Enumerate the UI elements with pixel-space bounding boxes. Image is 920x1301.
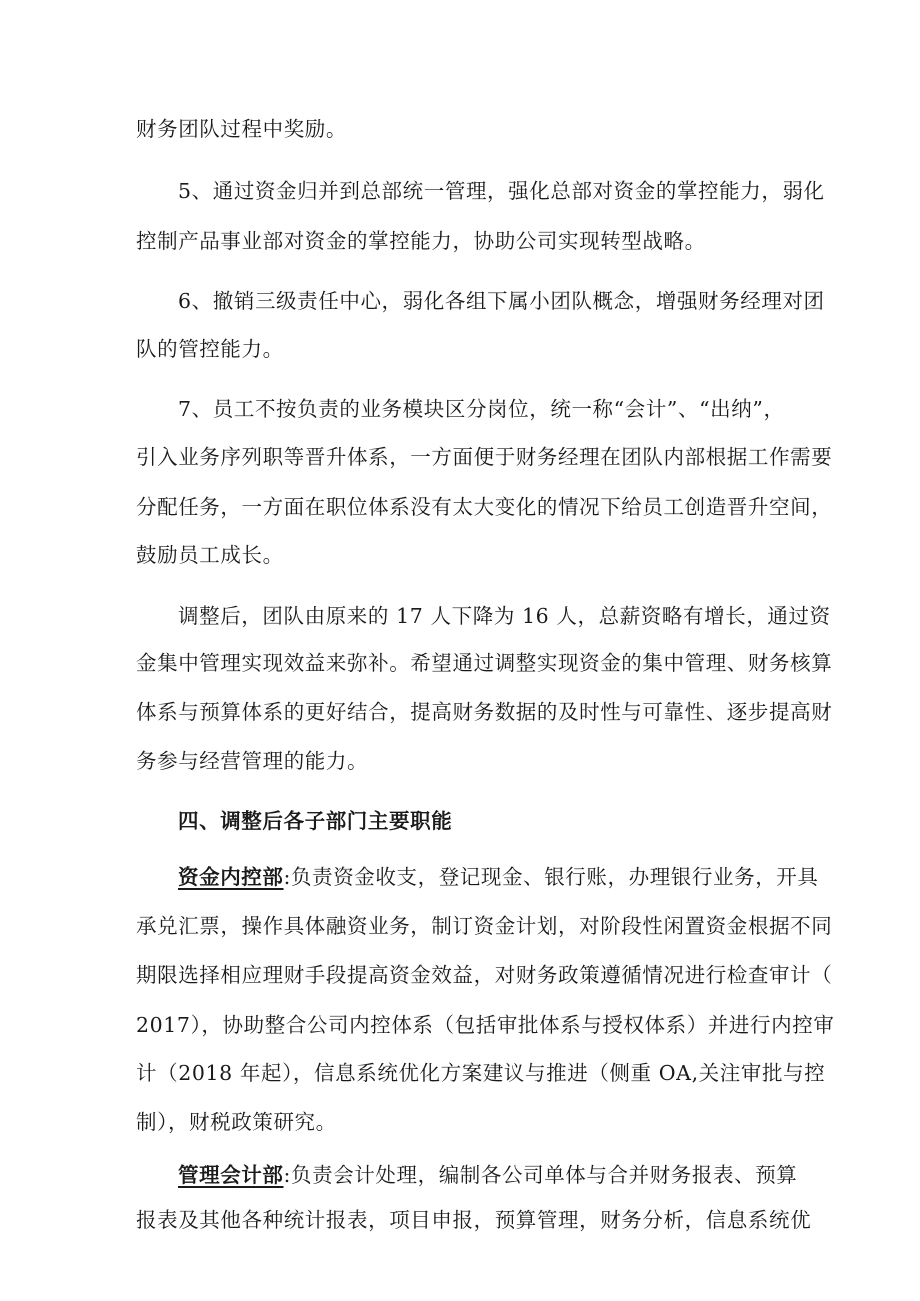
section-heading: 四、调整后各子部门主要职能 — [178, 809, 453, 833]
dept-fund-internal-control-name: 资金内控部 — [178, 865, 284, 889]
paragraph-line: 期限选择相应理财手段提高资金效益，对财务政策遵循情况进行检查审计（ — [136, 963, 833, 987]
dept-management-accounting-first-line — [178, 1162, 797, 1188]
dept-fund-internal-control-desc: :负责资金收支，登记现金、银行账，办理银行业务，开具 — [283, 865, 819, 889]
paragraph-line: 队的管控能力。 — [136, 337, 284, 361]
paragraph-line: 7、员工不按负责的业务模块区分岗位，统一称“会计”、“出纳”， — [178, 397, 785, 421]
paragraph-line: 2017），协助整合公司内控体系（包括审批体系与授权体系）并进行内控审 — [136, 1013, 835, 1037]
dept-management-accounting-name: 管理会计部 — [178, 1163, 284, 1187]
paragraph-line: 5、通过资金归并到总部统一管理，强化总部对资金的掌控能力，弱化 — [178, 179, 825, 203]
paragraph-line: 金集中管理实现效益来弥补。希望通过调整实现资金的集中管理、财务核算 — [136, 651, 833, 675]
paragraph-line: 鼓励员工成长。 — [136, 543, 284, 567]
paragraph-line: 分配任务，一方面在职位体系没有太大变化的情况下给员工创造晋升空间， — [136, 495, 833, 519]
paragraph-line: 体系与预算体系的更好结合，提高财务数据的及时性与可靠性、逐步提高财 — [136, 700, 833, 724]
paragraph-line: 调整后，团队由原来的 17 人下降为 16 人，总薪资略有增长，通过资 — [178, 604, 831, 628]
paragraph-line: 承兑汇票，操作具体融资业务，制订资金计划，对阶段性闲置资金根据不同 — [136, 914, 833, 938]
paragraph-line: 务参与经营管理的能力。 — [136, 749, 369, 773]
paragraph-line: 6、撤销三级责任中心，弱化各组下属小团队概念，增强财务经理对团 — [178, 289, 825, 313]
paragraph-line: 报表及其他各种统计报表，项目申报，预算管理，财务分析，信息系统优 — [136, 1208, 812, 1232]
dept-management-accounting-desc: :负责会计处理，编制各公司单体与合并财务报表、预算 — [283, 1163, 798, 1187]
paragraph-line: 制），财税政策研究。 — [136, 1110, 337, 1134]
dept-fund-internal-control-first-line — [178, 864, 819, 890]
paragraph-line: 控制产品事业部对资金的掌控能力，协助公司实现转型战略。 — [136, 229, 706, 253]
paragraph-line: 财务团队过程中奖励。 — [136, 117, 347, 141]
paragraph-line: 计（2018 年起），信息系统优化方案建议与推进（侧重 OA,关注审批与控 — [136, 1061, 826, 1085]
paragraph-line: 引入业务序列职等晋升体系，一方面便于财务经理在团队内部根据工作需要 — [136, 445, 833, 469]
